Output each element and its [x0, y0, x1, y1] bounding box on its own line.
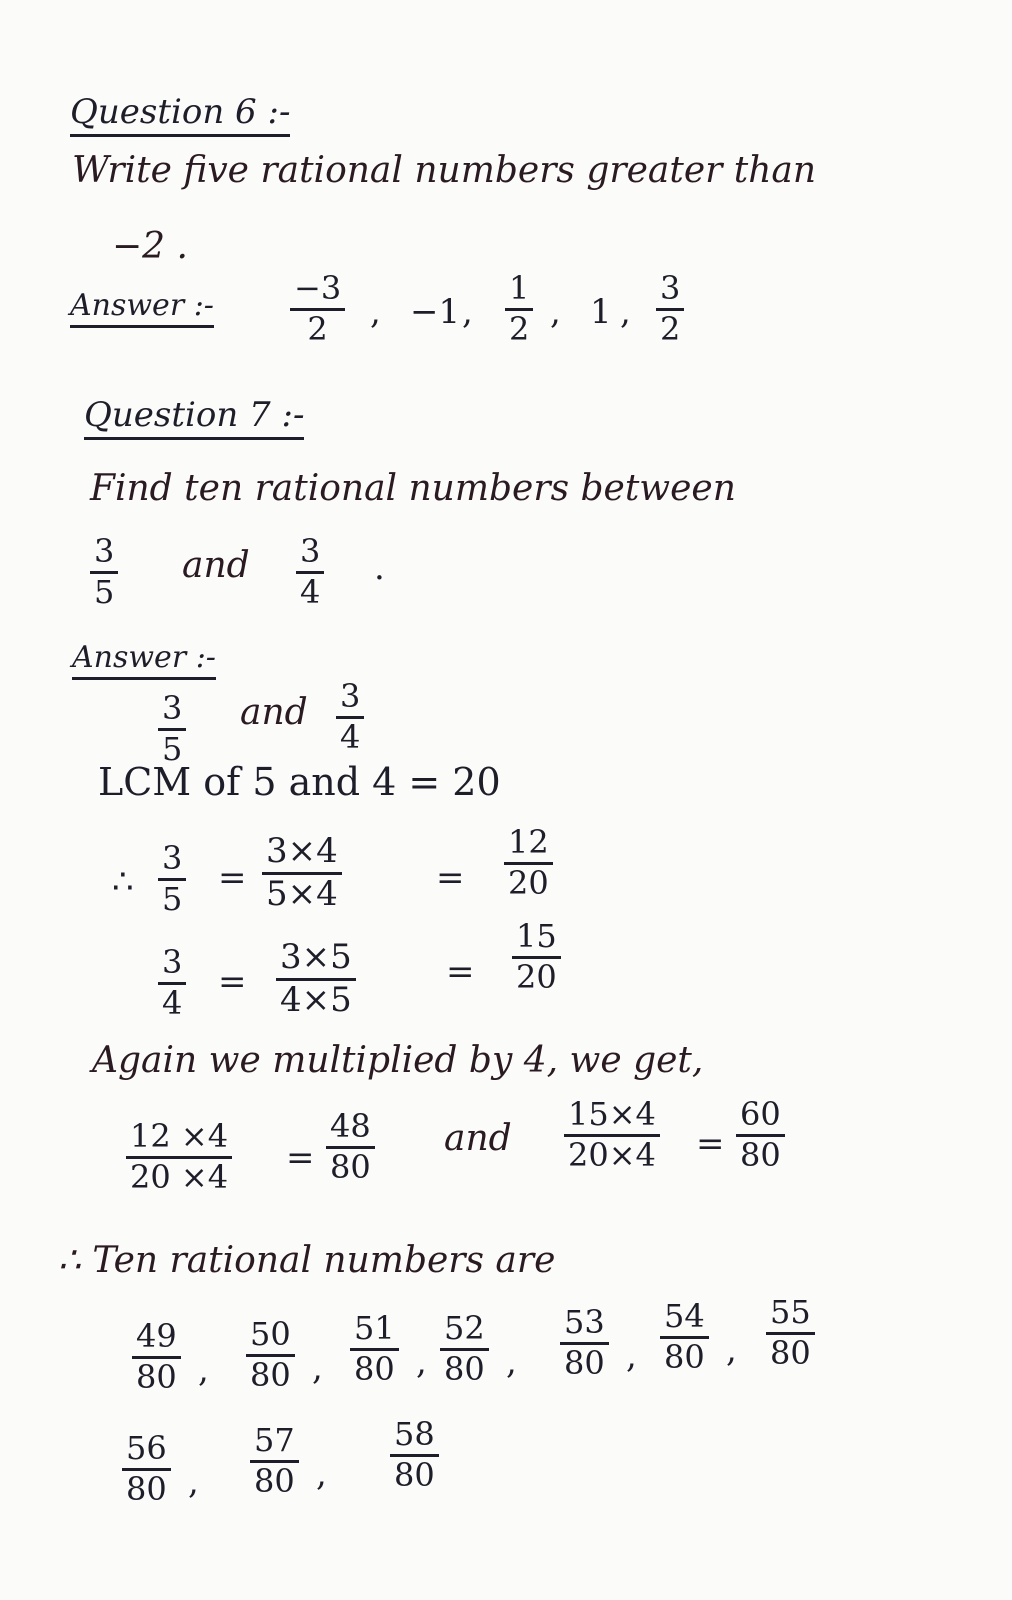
lcm-statement: LCM of 5 and 4 = 20: [98, 760, 501, 804]
result-fraction: 49 80: [132, 1320, 181, 1394]
answer-fraction-three-halves: 3 2: [656, 272, 684, 346]
question-7-answer-label: Answer :-: [72, 640, 216, 680]
question-6-text-line1: Write five rational numbers greater than: [72, 150, 817, 191]
answer-fraction-neg-three-halves: −3 2: [290, 272, 345, 346]
separator-comma: ,: [370, 292, 381, 332]
equals-sign: =: [696, 1124, 725, 1164]
given-fraction-three-fifths: 3 5: [90, 535, 118, 609]
answer-fraction-one-half: 1 2: [505, 272, 533, 346]
question-6-answer-label: Answer :-: [70, 288, 214, 328]
answer-neg-one: −1: [410, 292, 461, 332]
question-6-text-line2: −2 .: [112, 226, 188, 267]
result-fraction: 55 80: [766, 1296, 815, 1370]
question-6-heading: Question 6 :-: [70, 92, 290, 137]
restate-fraction-three-fourths: 3 4: [336, 680, 364, 754]
separator-comma: ,: [550, 292, 561, 332]
result-fraction: 50 80: [246, 1318, 295, 1392]
result-fraction: 52 80: [440, 1312, 489, 1386]
result-fraction: 57 80: [250, 1424, 299, 1498]
equals-sign: =: [446, 952, 475, 992]
given-and-word: and: [182, 545, 250, 586]
step3-and-word: and: [444, 1118, 512, 1159]
separator-comma: ,: [316, 1454, 327, 1494]
separator-comma: ,: [626, 1336, 637, 1376]
step1-middle-fraction: 3×4 5×4: [262, 834, 342, 912]
step3-left-result-fraction: 48 80: [326, 1110, 375, 1184]
again-multiplied-text: Again we multiplied by 4, we get,: [92, 1040, 704, 1081]
separator-comma: ,: [312, 1348, 323, 1388]
restate-fraction-three-fifths: 3 5: [158, 692, 186, 766]
separator-comma: ,: [726, 1330, 737, 1370]
separator-comma: ,: [416, 1342, 427, 1382]
result-fraction: 53 80: [560, 1306, 609, 1380]
step1-lhs-fraction: 3 5: [158, 842, 186, 916]
separator-comma: ,: [462, 292, 473, 332]
step3-right-fraction: 15×4 20×4: [564, 1098, 660, 1172]
period: .: [374, 548, 385, 588]
separator-comma: ,: [188, 1462, 199, 1502]
therefore-symbol: ∴: [112, 862, 134, 902]
question-7-heading: Question 7 :-: [84, 395, 304, 440]
equals-sign: =: [218, 858, 247, 898]
conclusion-text: ∴ Ten rational numbers are: [58, 1240, 556, 1281]
question-7-text-line1: Find ten rational numbers between: [90, 468, 736, 509]
result-fraction: 56 80: [122, 1432, 171, 1506]
restate-and-word: and: [240, 692, 308, 733]
step2-lhs-fraction: 3 4: [158, 946, 186, 1020]
separator-comma: ,: [506, 1342, 517, 1382]
step3-right-result-fraction: 60 80: [736, 1098, 785, 1172]
separator-comma: ,: [198, 1350, 209, 1390]
step3-left-fraction: 12 ×4 20 ×4: [126, 1120, 232, 1194]
equals-sign: =: [436, 858, 465, 898]
step2-rhs-fraction: 15 20: [512, 920, 561, 994]
given-fraction-three-fourths: 3 4: [296, 535, 324, 609]
result-fraction: 51 80: [350, 1312, 399, 1386]
equals-sign: =: [218, 962, 247, 1002]
result-fraction: 58 80: [390, 1418, 439, 1492]
answer-one: 1: [590, 292, 612, 332]
step2-middle-fraction: 3×5 4×5: [276, 940, 356, 1018]
result-fraction: 54 80: [660, 1300, 709, 1374]
equals-sign: =: [286, 1138, 315, 1178]
separator-comma: ,: [620, 292, 631, 332]
step1-rhs-fraction: 12 20: [504, 826, 553, 900]
